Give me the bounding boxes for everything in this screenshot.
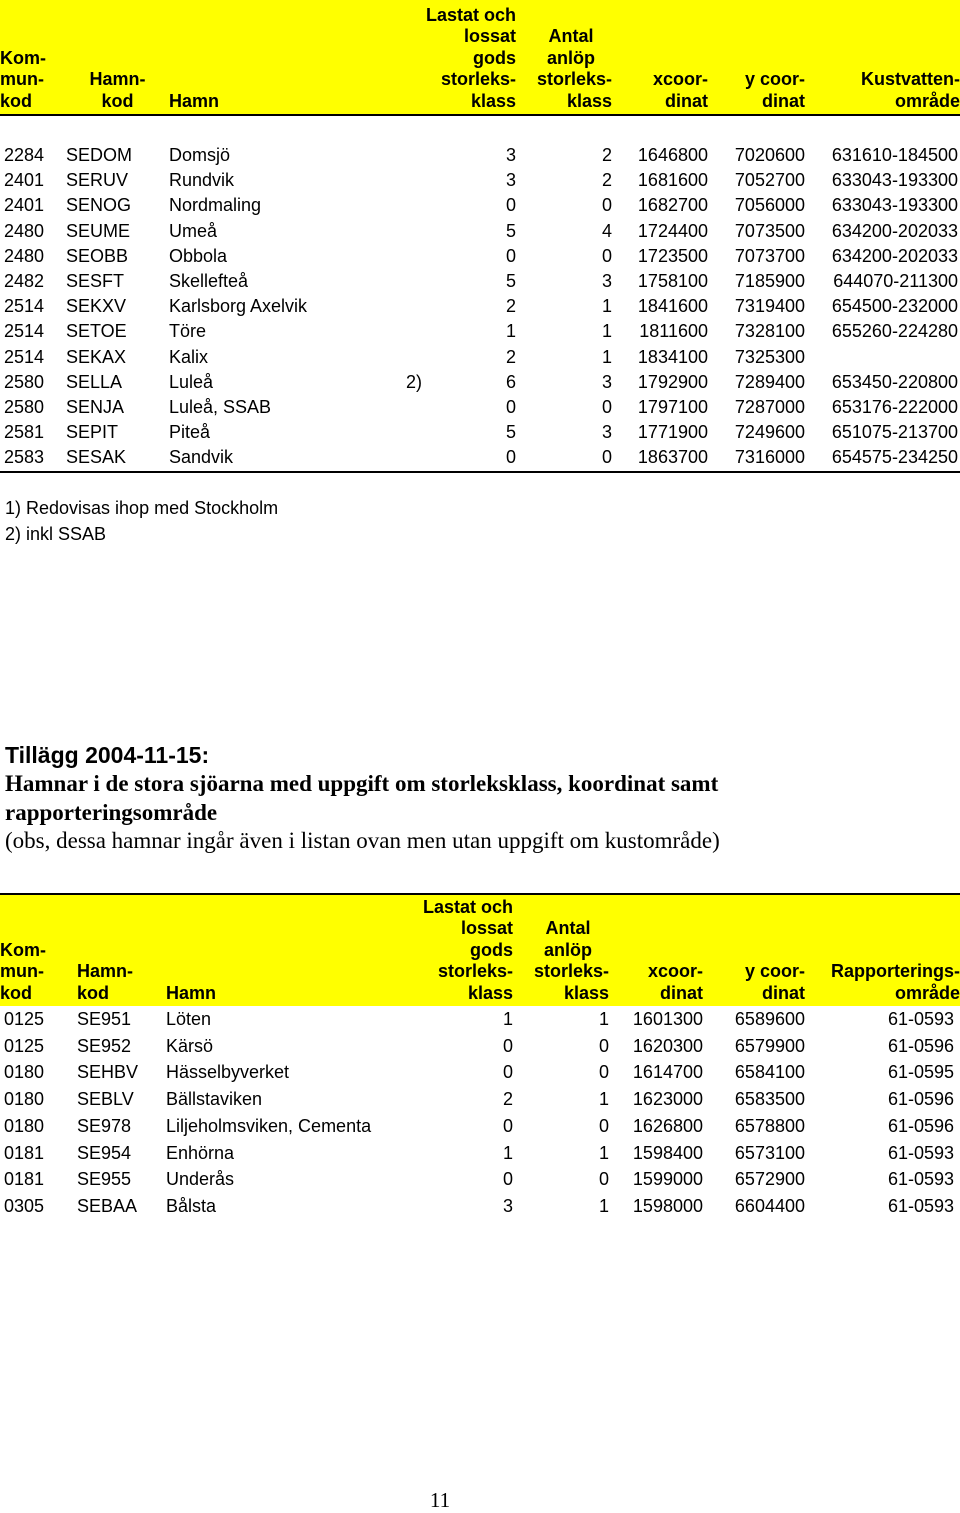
cell-hamn: Bällstaviken [166, 1089, 263, 1110]
table-row [0, 168, 960, 193]
header-xcoord: xcoor- dinat [612, 0, 708, 115]
cell-hamnkod: SESFT [66, 271, 125, 292]
cell-kustvattenomrade: 633043-193300 [831, 195, 958, 216]
cell-note [384, 244, 422, 269]
table-row [0, 269, 960, 294]
supplement-note: (obs, dessa hamnar ingår även i listan ovan men utan uppgift om kustområde) [5, 828, 720, 853]
cell-kustvattenomrade: 631610-184500 [831, 145, 958, 165]
cell-lastat: 5 [505, 220, 516, 241]
table-row [0, 1033, 960, 1060]
cell-ycoord: 6578800 [734, 1115, 805, 1136]
cell-kommunkod: 2401 [4, 170, 45, 191]
cell-lastat: 1 [505, 321, 516, 342]
cell-xcoord: 1682700 [637, 195, 708, 216]
header2-kommunkod: Kom- mun- kod [0, 894, 77, 1006]
table-row [0, 143, 960, 168]
cell-kustvattenomrade [805, 345, 960, 370]
cell-hamn: Skellefteå [169, 271, 249, 292]
cell-kustvattenomrade: 653176-222000 [831, 397, 958, 418]
cell-antal: 1 [598, 1089, 609, 1110]
cell-hamnkod: SELLA [66, 371, 123, 392]
cell-ycoord: 7073700 [734, 245, 805, 266]
cell-hamnkod: SE954 [77, 1142, 132, 1163]
cell-antal: 3 [601, 371, 612, 392]
cell-note [384, 168, 422, 193]
cell-hamnkod: SEKXV [66, 296, 127, 317]
cell-note [384, 143, 422, 168]
ports-table [0, 0, 960, 473]
cell-ycoord: 7289400 [734, 371, 805, 392]
cell-hamnkod: SEHBV [77, 1062, 139, 1083]
cell-kommunkod: 2401 [4, 195, 45, 216]
cell-kommunkod: 0181 [4, 1169, 45, 1190]
cell-kustvattenomrade: 633043-193300 [831, 170, 958, 191]
cell-lastat: 0 [505, 195, 516, 216]
cell-xcoord: 1758100 [637, 271, 708, 292]
cell-hamn: Liljeholmsviken, Cementa [166, 1115, 372, 1136]
cell-kommunkod: 2514 [4, 296, 45, 317]
cell-note [384, 193, 422, 218]
cell-hamn: Töre [169, 321, 207, 342]
cell-hamnkod: SEOBB [66, 245, 129, 266]
cell-ycoord: 6572900 [734, 1169, 805, 1190]
cell-hamnkod: SE952 [77, 1035, 132, 1056]
cell-hamn: Luleå, SSAB [169, 397, 272, 418]
cell-lastat: 0 [505, 245, 516, 266]
cell-hamnkod: SE951 [77, 1009, 132, 1029]
cell-hamn: Enhörna [166, 1142, 235, 1163]
cell-kommunkod: 2580 [4, 371, 45, 392]
cell-xcoord: 1599000 [632, 1169, 703, 1190]
cell-kustvattenomrade: 653450-220800 [831, 371, 958, 392]
table-row [0, 1166, 960, 1193]
cell-lastat: 0 [502, 1062, 513, 1083]
cell-ycoord: 6583500 [734, 1089, 805, 1110]
cell-xcoord: 1834100 [637, 346, 708, 367]
cell-antal: 1 [601, 296, 612, 317]
footnotes [5, 496, 278, 547]
cell-hamn: Obbola [169, 245, 228, 266]
header2-ycoord: y coor- dinat [703, 894, 805, 1006]
table-row [0, 1086, 960, 1113]
cell-ycoord: 6604400 [734, 1195, 805, 1216]
cell-hamn: Rundvik [169, 170, 235, 191]
table-row [0, 445, 960, 471]
cell-hamn: Nordmaling [169, 195, 262, 216]
cell-rapporteringsomrade: 61-0593 [887, 1169, 954, 1190]
cell-antal: 0 [598, 1115, 609, 1136]
cell-hamnkod: SE978 [77, 1115, 132, 1136]
cell-hamnkod: SEBAA [77, 1195, 138, 1216]
cell-kommunkod: 2514 [4, 346, 45, 367]
cell-ycoord: 7328100 [734, 321, 805, 342]
cell-xcoord: 1792900 [637, 371, 708, 392]
cell-kustvattenomrade: 654500-232000 [831, 296, 958, 317]
cell-kommunkod: 2580 [4, 397, 45, 418]
cell-antal: 1 [598, 1009, 609, 1029]
cell-note [384, 319, 422, 344]
cell-xcoord: 1646800 [637, 145, 708, 165]
header2-hamn: Hamn [166, 894, 419, 1006]
cell-hamnkod: SE955 [77, 1169, 132, 1190]
table-spacer-row [0, 115, 960, 143]
cell-hamn: Underås [166, 1169, 235, 1190]
cell-kommunkod: 0180 [4, 1089, 45, 1110]
cell-kommunkod: 2583 [0, 445, 66, 471]
cell-xcoord: 1724400 [637, 220, 708, 241]
cell-hamn: Löten [166, 1009, 212, 1029]
cell-antal: 1 [598, 1195, 609, 1216]
cell-note [384, 219, 422, 244]
table-row [0, 319, 960, 344]
cell-hamn: Kalix [169, 346, 209, 367]
cell-lastat: 5 [505, 271, 516, 292]
cell-hamn: Kärsö [166, 1035, 214, 1056]
cell-xcoord: 1841600 [637, 296, 708, 317]
supplement-heading-line2: rapporteringsområde [5, 799, 218, 825]
supplement-heading-line1: Hamnar i de stora sjöarna med uppgift om storleksklass, koordinat samt [5, 771, 719, 796]
table-row [0, 294, 960, 319]
cell-xcoord: 1614700 [632, 1062, 703, 1083]
cell-hamnkod: SESAK [66, 445, 169, 471]
cell-note [384, 420, 422, 445]
cell-kustvattenomrade: 634200-202033 [831, 220, 958, 241]
cell-rapporteringsomrade: 61-0593 [887, 1195, 954, 1216]
cell-kommunkod: 2482 [4, 271, 45, 292]
cell-antal: 0 [601, 245, 612, 266]
cell-lastat: 3 [505, 145, 516, 165]
header2-hamnkod: Hamn- kod [77, 894, 166, 1006]
cell-hamn: Karlsborg Axelvik [169, 296, 308, 317]
table-row [0, 1193, 960, 1220]
cell-antal: 3 [601, 422, 612, 443]
cell-lastat: 3 [505, 170, 516, 191]
header2-rapporteringsomrade: Rapporterings- område [805, 894, 960, 1006]
cell-antal: 2 [601, 145, 612, 165]
cell-hamn: Domsjö [169, 145, 231, 165]
cell-antal: 0 [516, 445, 612, 471]
cell-lastat: 2 [505, 296, 516, 317]
footnote-2: 2) inkl SSAB [5, 523, 107, 544]
table-row [0, 244, 960, 269]
header-kustvattenomrade: Kustvatten- område [805, 0, 960, 115]
cell-rapporteringsomrade: 61-0593 [887, 1142, 954, 1163]
cell-hamnkod: SEUME [66, 220, 131, 241]
cell-antal: 1 [601, 321, 612, 342]
cell-note [384, 294, 422, 319]
header-blank [384, 0, 422, 115]
cell-rapporteringsomrade: 61-0595 [887, 1062, 954, 1083]
footnote-1: 1) Redovisas ihop med Stockholm [5, 498, 279, 518]
cell-ycoord: 7073500 [734, 220, 805, 241]
cell-ycoord: 7325300 [734, 346, 805, 367]
cell-rapporteringsomrade: 61-0593 [887, 1009, 954, 1029]
cell-hamn: Hässelbyverket [166, 1062, 290, 1083]
cell-xcoord: 1863700 [612, 445, 708, 471]
cell-lastat: 2 [502, 1089, 513, 1110]
cell-hamnkod: SERUV [66, 170, 129, 191]
header-hamn: Hamn [169, 0, 384, 115]
cell-ycoord: 7319400 [734, 296, 805, 317]
cell-antal: 0 [598, 1169, 609, 1190]
cell-note [384, 395, 422, 420]
cell-note [384, 269, 422, 294]
cell-note: 2) [405, 371, 422, 392]
cell-xcoord: 1771900 [637, 422, 708, 443]
cell-lastat: 1 [502, 1142, 513, 1163]
cell-lastat: 0 [505, 397, 516, 418]
cell-ycoord: 6589600 [734, 1009, 805, 1029]
cell-xcoord: 1811600 [639, 321, 708, 342]
cell-hamnkod: SEKAX [66, 346, 127, 367]
table-row [0, 1059, 960, 1086]
cell-kommunkod: 2284 [4, 145, 45, 165]
cell-note [384, 445, 422, 471]
cell-lastat: 5 [505, 422, 516, 443]
cell-hamnkod: SEDOM [66, 145, 133, 165]
header2-antal: Antal anlöp storleks- klass [513, 894, 609, 1006]
cell-antal: 0 [601, 397, 612, 418]
cell-ycoord: 6573100 [734, 1142, 805, 1163]
cell-lastat: 0 [422, 445, 516, 471]
cell-xcoord: 1598000 [632, 1195, 703, 1216]
cell-kommunkod: 2581 [4, 422, 45, 443]
table-row [0, 219, 960, 244]
cell-ycoord: 7020600 [734, 145, 805, 165]
cell-hamn: Piteå [169, 422, 211, 443]
cell-rapporteringsomrade: 61-0596 [887, 1035, 954, 1056]
cell-xcoord: 1601300 [632, 1009, 703, 1029]
cell-kommunkod: 0180 [4, 1062, 45, 1083]
lake-ports-table [0, 893, 960, 1220]
cell-ycoord: 7287000 [734, 397, 805, 418]
cell-hamnkod: SEBLV [77, 1089, 134, 1110]
cell-note [384, 345, 422, 370]
cell-hamnkod: SENJA [66, 397, 125, 418]
cell-hamn: Bålsta [166, 1195, 217, 1216]
cell-kommunkod: 0181 [4, 1142, 45, 1163]
cell-hamnkod: SENOG [66, 195, 132, 216]
cell-ycoord: 6584100 [734, 1062, 805, 1083]
cell-lastat: 2 [505, 346, 516, 367]
table-row [0, 1006, 960, 1033]
cell-xcoord: 1623000 [632, 1089, 703, 1110]
header-hamnkod: Hamn- kod [66, 0, 169, 115]
cell-hamnkod: SETOE [66, 321, 127, 342]
cell-ycoord: 7185900 [734, 271, 805, 292]
cell-lastat: 0 [502, 1035, 513, 1056]
supplement-section [5, 740, 720, 856]
table-row [0, 345, 960, 370]
cell-antal: 3 [601, 271, 612, 292]
cell-kommunkod: 0125 [4, 1009, 45, 1029]
cell-rapporteringsomrade: 61-0596 [887, 1089, 954, 1110]
cell-antal: 0 [601, 195, 612, 216]
cell-antal: 0 [598, 1035, 609, 1056]
header-ycoord: y coor- dinat [708, 0, 805, 115]
cell-kustvattenomrade: 644070-211300 [833, 271, 958, 292]
page-number: 11 [429, 1488, 451, 1512]
cell-kommunkod: 0180 [4, 1115, 45, 1136]
supplement-title: Tillägg 2004-11-15: [5, 742, 210, 768]
cell-kommunkod: 2514 [4, 321, 45, 342]
table-row [0, 1140, 960, 1167]
table-row [0, 420, 960, 445]
cell-lastat: 0 [502, 1115, 513, 1136]
cell-lastat: 1 [502, 1009, 513, 1029]
cell-antal: 4 [601, 220, 612, 241]
cell-lastat: 6 [505, 371, 516, 392]
cell-kommunkod: 0305 [4, 1195, 45, 1216]
cell-kustvattenomrade: 634200-202033 [831, 245, 958, 266]
cell-xcoord: 1626800 [632, 1115, 703, 1136]
cell-ycoord: 7316000 [708, 445, 805, 471]
cell-lastat: 3 [502, 1195, 513, 1216]
cell-xcoord: 1723500 [637, 245, 708, 266]
cell-ycoord: 7249600 [734, 422, 805, 443]
cell-ycoord: 6579900 [734, 1035, 805, 1056]
cell-ycoord: 7052700 [734, 170, 805, 191]
header-antal: Antal anlöp storleks- klass [516, 0, 612, 115]
cell-antal: 0 [598, 1062, 609, 1083]
cell-ycoord: 7056000 [734, 195, 805, 216]
header2-xcoord: xcoor- dinat [609, 894, 703, 1006]
cell-lastat: 0 [502, 1169, 513, 1190]
table-row [0, 395, 960, 420]
cell-antal: 1 [598, 1142, 609, 1163]
cell-kustvattenomrade: 654575-234250 [805, 445, 960, 471]
cell-hamn: Sandvik [169, 445, 384, 471]
cell-rapporteringsomrade: 61-0596 [887, 1115, 954, 1136]
cell-hamn: Luleå [169, 371, 214, 392]
cell-antal: 2 [601, 170, 612, 191]
cell-kommunkod: 2480 [4, 220, 45, 241]
table-row [0, 1113, 960, 1140]
cell-xcoord: 1797100 [637, 397, 708, 418]
cell-xcoord: 1681600 [637, 170, 708, 191]
header2-lastat: Lastat och lossat gods storleks- klass [419, 894, 513, 1006]
table-row [0, 370, 960, 395]
cell-kommunkod: 0125 [4, 1035, 45, 1056]
header-kommunkod: Kom- mun- kod [0, 0, 66, 115]
cell-xcoord: 1620300 [632, 1035, 703, 1056]
cell-kustvattenomrade: 655260-224280 [831, 321, 958, 342]
cell-kommunkod: 2480 [4, 245, 45, 266]
cell-hamn: Umeå [169, 220, 218, 241]
cell-xcoord: 1598400 [632, 1142, 703, 1163]
cell-kustvattenomrade: 651075-213700 [831, 422, 958, 443]
cell-hamnkod: SEPIT [66, 422, 119, 443]
cell-antal: 1 [601, 346, 612, 367]
header-lastat: Lastat och lossat gods storleks- klass [422, 0, 516, 115]
table-row [0, 193, 960, 218]
